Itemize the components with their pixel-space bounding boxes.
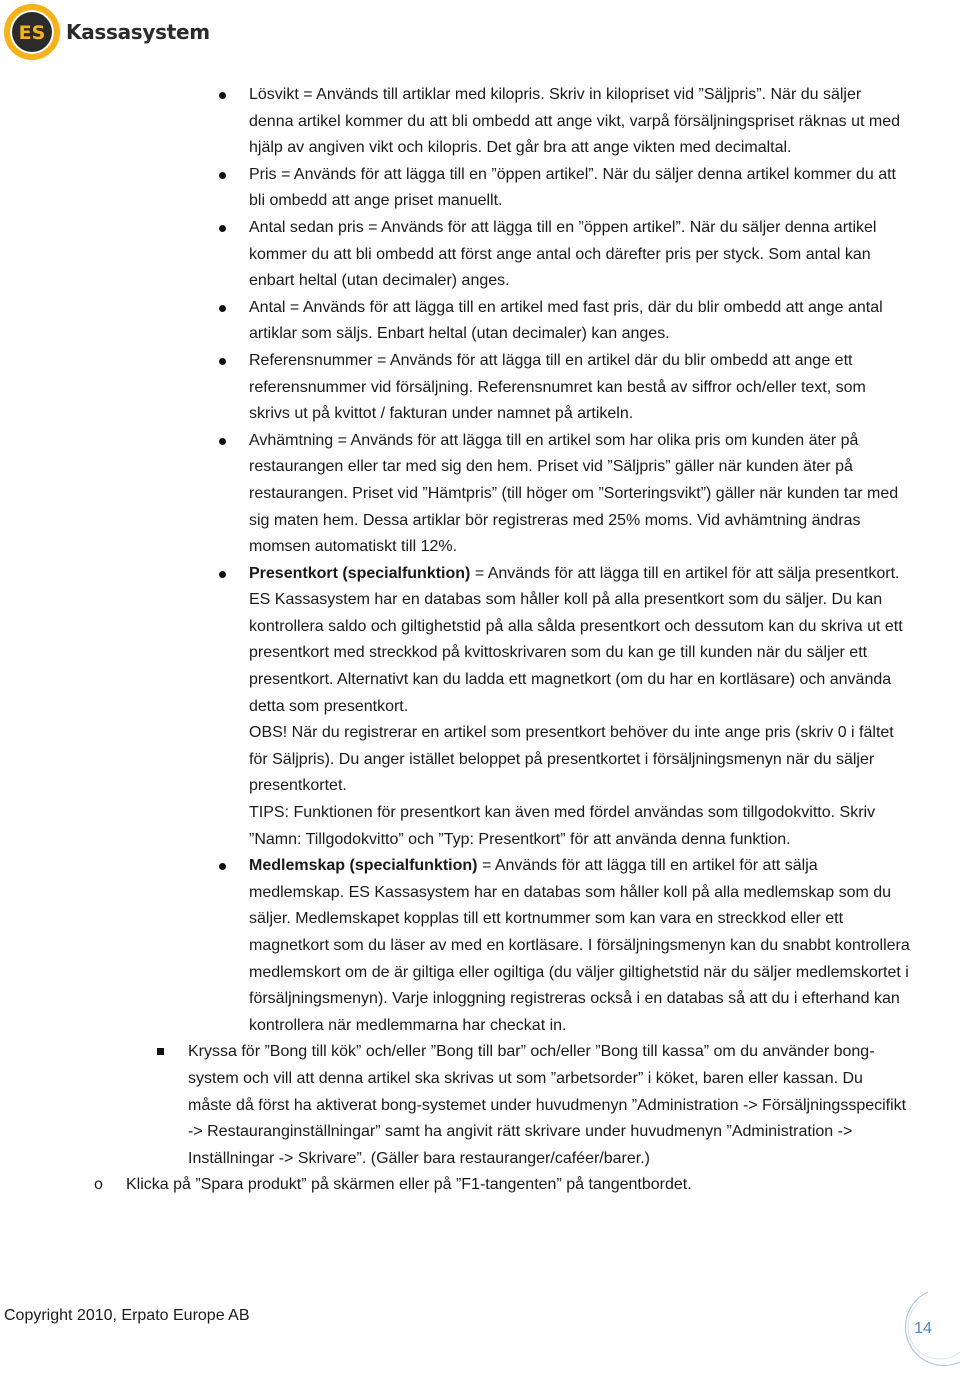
bullet-icon xyxy=(219,92,226,99)
medlemskap-title: Medlemskap (specialfunktion) xyxy=(249,857,478,875)
document-body xyxy=(0,82,960,1199)
list-item-text: Lösvikt = Används till artiklar med kilopris. Skriv in kilopriset vid ”Säljpris”. När du säljer denna artikel kommer du att bli ombedd att ange vikt, varpå försäljningspriset räknas ut med hjälp av angiven vikt och kilopris. Det går bra att ange vikten med decimaltal. xyxy=(249,86,900,157)
list-item-text: Pris = Används för att lägga till en ”öppen artikel”. När du säljer denna artikel kommer du att bli ombedd att ange priset manuellt. xyxy=(249,165,896,210)
bullet-icon xyxy=(219,863,226,870)
list-item-bong xyxy=(0,1039,960,1172)
square-bullet-icon xyxy=(157,1048,164,1055)
list-item-text: Referensnummer = Används för att lägga till en artikel där du blir ombedd att ange ett referensnummer vid försäljning. Referensnumret kan bestå av siffror och/eller text, som skrivs ut på kvittot / fakturan under namnet på artikeln. xyxy=(249,351,866,423)
list-item-antal-sedan-pris xyxy=(0,215,960,295)
medlemskap-description: = Används för att lägga till en artikel för att sälja medlemskap. ES Kassasystem har en databas som håller koll på alla medlemskap som du säljer. Medlemskapet kopplas till ett kortnummer som kan vara en streckkod eller ett magnetkort som du läser av med en kortläsare. I försäljningsmenyn kan du snabbt kontrollera medlemskort om de är giltiga eller ogiltiga (du väljer giltighetstid när du säljer medlemskortet i försäljningsmenyn). Varje inloggning registreras också i en databas så att du i efterhand kan kontrollera när medlemmarna har checkat in. xyxy=(249,857,910,1034)
list-item-text xyxy=(249,853,910,1039)
bullet-icon xyxy=(219,172,226,179)
presentkort-title: Presentkort (specialfunktion) xyxy=(249,564,471,582)
circle-bullet-icon: o xyxy=(94,1176,103,1194)
presentkort-description: = Används för att lägga till en artikel för att sälja presentkort. ES Kassasystem har en databas som håller koll på alla presentkort som du säljer. Du kan kontrollera saldo och giltighetstid på alla sålda presentkort och dessutom kan du skriva ut ett presentkort med streckkod på kvittoskrivaren som du kan ge till kunden när du säljer ett presentkort. Alternativt kan du ladda ett magnetkort (om du har en kortläsare) och använda detta som presentkort. xyxy=(249,564,903,715)
brand-logo xyxy=(4,4,210,60)
logo-mark-text: ES xyxy=(18,22,46,44)
bullet-icon xyxy=(219,225,226,232)
list-item-presentkort xyxy=(0,561,960,854)
list-item-text xyxy=(249,561,910,721)
list-item-medlemskap xyxy=(0,853,960,1039)
bullet-icon xyxy=(219,571,226,578)
page-number: 14 xyxy=(914,1320,932,1337)
list-item-text: Antal = Används för att lägga till en artikel med fast pris, där du blir ombedd att ange antal artiklar som säljs. Enbart heltal (utan decimaler) kan anges. xyxy=(249,298,883,343)
list-item-text: Kryssa för ”Bong till kök” och/eller ”Bong till bar” och/eller ”Bong till kassa” om du använder bong-system och vill att denna artikel ska skrivas ut som ”arbetsorder” i köket, baren eller kassan. Du måste då först ha aktiverat bong-systemet under huvudmenyn ”Administration -> Försäljningsspecifikt -> Restauranginställningar” samt ha angivit rätt skrivare under huvudmenyn ”Administration -> Inställningar -> Skrivare”. (Gäller bara restauranger/caféer/barer.) xyxy=(188,1043,907,1167)
bullet-icon xyxy=(219,305,226,312)
list-item-spara-produkt xyxy=(0,1172,960,1199)
logo-wordmark: Kassasystem xyxy=(66,20,210,44)
bullet-icon xyxy=(219,438,226,445)
list-item-text: Klicka på ”Spara produkt” på skärmen eller på ”F1-tangenten” på tangentbordet. xyxy=(126,1176,692,1194)
list-item-avhamtning xyxy=(0,428,960,561)
presentkort-obs-note: OBS! När du registrerar en artikel som presentkort behöver du inte ange pris (skriv 0 i fältet för Säljpris). Du anger istället beloppet på presentkortet i försäljningsmenyn när du säljer presentkortet. xyxy=(249,724,894,795)
es-logo-icon xyxy=(4,4,60,60)
list-item-losvikt xyxy=(0,82,960,162)
list-item-text: Antal sedan pris = Används för att lägga till en ”öppen artikel”. När du säljer denna artikel kommer du att bli ombedd att först ange antal och därefter pris per styck. Som antal kan enbart heltal (utan decimaler) anges. xyxy=(249,218,877,290)
footer-copyright: Copyright 2010, Erpato Europe AB xyxy=(4,1307,250,1324)
presentkort-tips-note: TIPS: Funktionen för presentkort kan även med fördel användas som tillgodokvitto. Skriv ”Namn: Tillgodokvitto” och ”Typ: Presentkort” för att använda denna funktion. xyxy=(249,804,876,848)
bullet-icon xyxy=(219,358,226,365)
list-item-antal xyxy=(0,295,960,348)
list-item-referensnummer xyxy=(0,348,960,428)
list-item-pris xyxy=(0,162,960,215)
list-item-text: Avhämtning = Används för att lägga till en artikel som har olika pris om kunden äter på restaurangen eller tar med sig den hem. Priset vid ”Säljpris” gäller när kunden äter på restaurangen. Priset vid ”Hämtpris” (till höger om ”Sorteringsvikt”) gäller när kunden tar med sig maten hem. Dessa artiklar bör registreras med 25% moms. Vid avhämtning ändras momsen automatiskt till 12%. xyxy=(249,431,899,556)
